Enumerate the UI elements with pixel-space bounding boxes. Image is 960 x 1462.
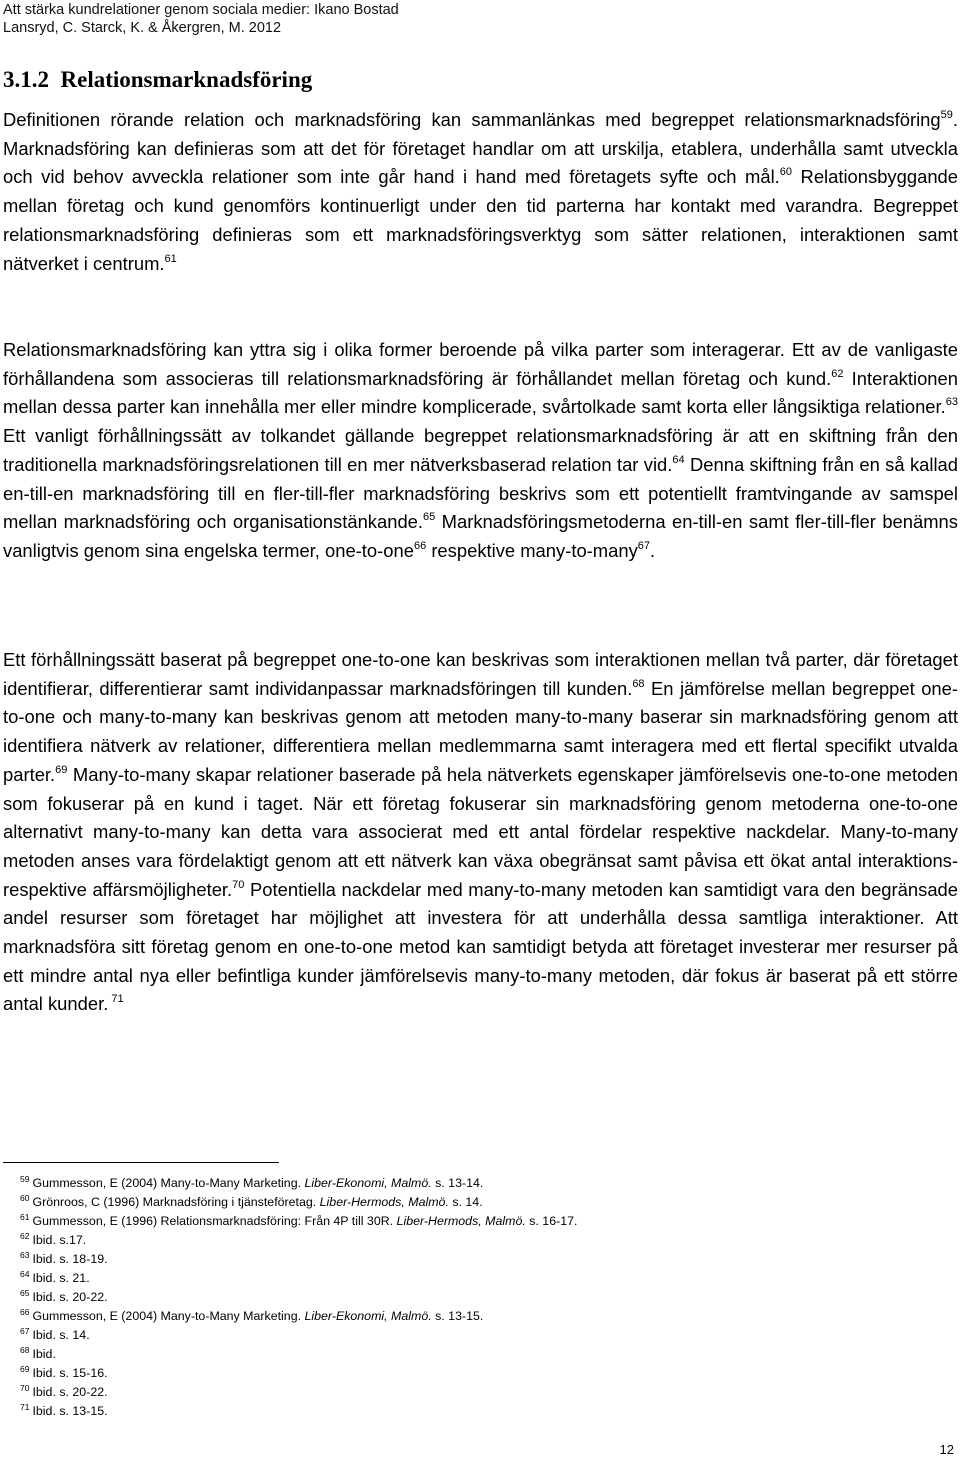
footnote-reference: 59 — [940, 109, 953, 121]
paragraph-text: respektive many-to-many — [426, 539, 638, 561]
footnote-number: 67 — [20, 1326, 30, 1336]
section-heading — [3, 66, 312, 94]
footnote-text: Gummesson, E (1996) Relationsmarknadsföring: Från 4P till 30R. — [32, 1214, 397, 1228]
running-header-authors: Lansryd, C. Starck, K. & Åkergren, M. 2012 — [3, 20, 282, 36]
footnote-item — [20, 1383, 577, 1402]
footnote-item — [20, 1345, 577, 1364]
footnote-text: Gummesson, E (2004) Many-to-Many Marketing. — [32, 1176, 305, 1190]
paragraph-text: Many-to-many skapar relationer baserade på hela nätverkets egenskaper jämförelsevis one-to-one metoden som fokuserar på en kund i taget. När ett företag fokuserar sin marknadsföring genom metoderna one-to-one alternativt many-to-many kan detta vara associerat med ett antal fördelar respektive nackdelar. Many-to-many metoden anses vara fördelaktigt genom att ett nätverk kan växa obegränsat samt påvisa ett ökat antal interaktions- respektive affärsmöjligheter. — [3, 763, 958, 900]
footnote-item — [20, 1250, 577, 1269]
footnote-source: Liber-Ekonomi, Malmö. — [304, 1309, 432, 1323]
paragraph-text: Interaktionen mellan dessa parter kan innehålla mer eller mindre komplicerade, svårtolkade samt korta eller långsiktiga relationer. — [3, 367, 958, 418]
footnote-reference: 63 — [945, 396, 958, 409]
footnote-number: 66 — [20, 1307, 30, 1317]
running-header — [3, 1, 399, 37]
footnote-item — [20, 1231, 577, 1250]
paragraph — [3, 336, 958, 566]
footnote-number: 63 — [20, 1250, 30, 1260]
running-header-title: Att stärka kundrelationer genom sociala medier: Ikano Bostad — [3, 2, 399, 18]
footnote-item — [20, 1307, 577, 1326]
footnote-reference: 70 — [232, 878, 245, 891]
footnote-reference: 67 — [637, 539, 651, 552]
paragraph-text: Relationsbyggande mellan företag och kund genomförs kontinuerligt under den tid parterna har kontakt med varandra. Begreppet relationsmarknadsföring definieras som ett marknadsföringsverktyg som sätter relationen, interaktionen samt nätverket i centrum. — [3, 166, 958, 274]
footnote-item — [20, 1212, 577, 1231]
footnote-pages: s. 14. — [448, 1195, 483, 1209]
footnote-pages: s. 13-15. — [431, 1309, 484, 1323]
section-title: Relationsmarknadsföring — [60, 67, 313, 92]
footnote-separator — [3, 1162, 279, 1163]
page-number: 12 — [939, 1442, 954, 1457]
footnote-reference: 69 — [55, 763, 68, 776]
footnote-reference: 71 — [108, 993, 124, 1006]
paragraph — [3, 106, 958, 278]
paragraph-text: Ett vanligt förhållningssätt av tolkandet gällande begreppet relationsmarknadsföring är att en skiftning från den traditionella marknadsföringsrelationen till en mer nätverksbaserad relation tar vid. — [3, 425, 958, 475]
paragraph-text: . Marknadsföring kan definieras som att det för företaget handlar om att urskilja, etablera, underhålla samt utveckla och vid behov avveckla relationer som inte går hand i hand med företagets syfte och mål. — [3, 109, 958, 188]
footnote-text: Ibid. s. 21. — [32, 1271, 90, 1285]
footnote-number: 71 — [20, 1402, 30, 1412]
paragraph-text: Definitionen rörande relation och marknadsföring kan sammanlänkas med begreppet relationsmarknadsföring — [3, 109, 941, 130]
paragraph-text: Ett förhållningssätt baserat på begreppet one-to-one kan beskrivas som interaktionen mellan två parter, där företaget identifierar, differentierar samt individanpassar marknadsföringen till kunden. — [3, 649, 958, 699]
footnote-text: Gummesson, E (2004) Many-to-Many Marketing. — [32, 1309, 305, 1323]
footnote-text: Ibid. s. 13-15. — [32, 1404, 108, 1418]
footnote-list — [20, 1174, 577, 1421]
footnote-number: 60 — [20, 1193, 30, 1203]
footnote-reference: 61 — [164, 252, 177, 265]
paragraph-text: Marknadsföringsmetoderna en-till-en samt fler-till-fler benämns vanligtvis genom sina engelska termer, one-to-one — [3, 511, 958, 561]
footnote-reference: 62 — [831, 367, 844, 380]
footnote-item — [20, 1326, 577, 1345]
paragraph-text: Relationsmarknadsföring kan yttra sig i olika former beroende på vilka parter som interagerar. Ett av de vanligaste förhållandena som associeras till relationsmarknadsföring är förhållandet mellan företag och kund. — [3, 339, 958, 389]
footnote-reference: 60 — [779, 166, 793, 179]
footnote-source: Liber-Hermods, Malmö. — [319, 1195, 449, 1209]
footnote-source: Liber-Ekonomi, Malmö. — [304, 1176, 432, 1190]
footnote-reference: 66 — [413, 539, 427, 552]
footnote-number: 69 — [20, 1364, 30, 1374]
footnote-item — [20, 1269, 577, 1288]
footnote-reference: 65 — [423, 511, 436, 524]
footnote-item — [20, 1402, 577, 1421]
footnote-text: Ibid. s. 20-22. — [32, 1385, 108, 1399]
footnote-text: Ibid. — [32, 1347, 56, 1361]
footnote-number: 65 — [20, 1288, 30, 1298]
footnote-item — [20, 1288, 577, 1307]
footnote-number: 62 — [20, 1231, 30, 1241]
footnote-reference: 64 — [672, 453, 685, 466]
footnote-reference: 68 — [632, 677, 645, 690]
footnote-item — [20, 1364, 577, 1383]
footnote-number: 70 — [20, 1383, 30, 1393]
footnote-text: Ibid. s. 20-22. — [32, 1290, 108, 1304]
footnote-number: 59 — [20, 1174, 30, 1184]
footnote-text: Grönroos, C (1996) Marknadsföring i tjänsteföretag. — [32, 1195, 320, 1209]
footnote-number: 64 — [20, 1269, 30, 1279]
footnote-number: 68 — [20, 1345, 30, 1355]
footnote-text: Ibid. s. 18-19. — [32, 1252, 108, 1266]
paragraph-text: . — [650, 539, 656, 561]
footnote-number: 61 — [20, 1212, 30, 1222]
footnote-text: Ibid. s.17. — [32, 1233, 87, 1247]
footnote-item — [20, 1193, 577, 1212]
paragraph-text: Potentiella nackdelar med many-to-many metoden kan samtidigt vara den begränsade andel resurser som företaget har möjlighet att investera för att underhålla dessa samtliga interaktioner. Att marknadsföra sitt företag genom en one-to-one metod kan samtidigt betyda att företaget investerar mer resurser på ett mindre antal nya eller befintliga kunder jämförelsevis many-to-many metoden, där fokus är baserat på ett större antal kunder. — [3, 878, 958, 1015]
footnote-source: Liber-Hermods, Malmö. — [396, 1214, 526, 1228]
footnote-text: Ibid. s. 14. — [32, 1328, 90, 1342]
paragraph-text: En jämförelse mellan begreppet one-to-one och many-to-many kan beskrivas genom att metoden many-to-many baserar sin marknadsföring genom att identifiera nätverk av relationer, differentiera mellan medlemmarna samt interagera med ett flertal specifikt utvalda parter. — [3, 677, 959, 785]
footnote-pages: s. 16-17. — [525, 1214, 578, 1228]
footnote-item — [20, 1174, 577, 1193]
paragraph — [3, 646, 958, 1019]
footnote-pages: s. 13-14. — [431, 1176, 484, 1190]
paragraph-text: Denna skiftning från en så kallad en-till-en marknadsföring till en fler-till-fler marknadsföring beskrivs som ett potentiellt framtvingande av samspel mellan marknadsföring och organisationstänkande. — [3, 453, 958, 533]
footnote-text: Ibid. s. 15-16. — [32, 1366, 108, 1380]
section-number: 3.1.2 — [3, 67, 49, 92]
